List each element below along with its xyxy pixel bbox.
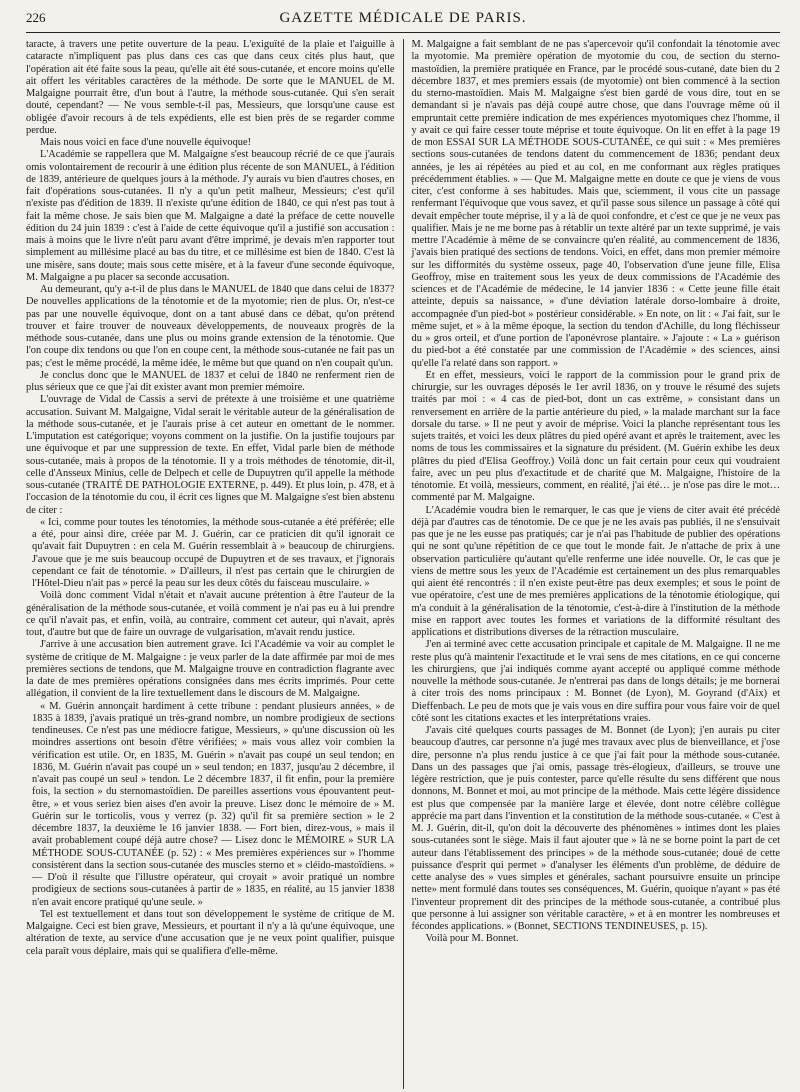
paragraph: L'ouvrage de Vidal de Cassis a servi de prétexte à une troisième et une quatrième accusation. Suivant M. Malgaigne, Vidal serait le véritable auteur de la généralisation de la méthode sous-cutanée, et je l'aurais prise à cet auteur en omettant de le nommer. L'imputation est catégorique; voyons comment on la justifie. On la justifie toujours par une équivoque et par une suppression de texte. En effet, Vidal parle bien de méthode sous-cutanée, mais à propos de la ténotomie. Il y a trois méthodes de ténotomie, dit-il, celle d'Ansseux Minius, celle de Delpech et celle de Dupuytren qu'il appelle la méthode sous-cutanée (TRAITÉ DE PATHOLOGIE EXTERNE, p. 449). Et plus loin, p. 478, et à l'occasion de la ténotomie du cou, il écrit ces lignes que M. Malgaigne s'est bien abstenu de citer : xyxy=(26,394,395,516)
paragraph: Au demeurant, qu'y a-t-il de plus dans le MANUEL de 1840 que dans celui de 1837? De nouvelles applications de la ténotomie et de la myotomie; rien de plus. Or, n'est-ce pas par une nouvelle équivoque, dont on a tant abusé dans ce débat, qu'on prétend trouver et faire trouver de nouveaux développements, de nouveaux progrès de la méthode sous-cutanée, dans une plus ou moins grande extension de la ténotomie. Que l'on coupe dix tendons ou que l'on en coupe cent, la méthode sous-cutanée ne fait pas un pas; c'est le même procédé, la même idée, le même but que quand on n'en coupait qu'un. xyxy=(26,284,395,369)
left-column xyxy=(26,39,403,1089)
paragraph: taracte, à travers une petite ouverture de la peau. L'exiguïté de la plaie et l'aiguille à cataracte n'impliquent pas plus dans ces cas que dans ceux cités plus haut, que l'opération ait été faite sous la peau, qu'elle ait été sous-cutanée, et encore moins qu'elle ait offert les véritables caractères de la méthode. De sorte que le MANUEL de M. Malgaigne pourrait être, d'un bout à l'autre, la méthode sous-cutanée. Qui s'en serait douté, cependant? — Ne vous semble-t-il pas, Messieurs, que lorsqu'une cause est obligée d'avoir recours à de tels expédients, elle est bien près de se regarder comme perdue. xyxy=(26,39,395,136)
paragraph: M. Malgaigne a fait semblant de ne pas s'apercevoir qu'il confondait la ténotomie avec la myotomie. Ma première opération de myotomie du cou, de section du sterno-mastoïdien, la première pratiquée en France, par le procédé sous-cutané, date bien du 2 décembre 1837, et mes premiers essais (de myotomie) ont bien commencé à la section du sterno-mastoïdien. Mais M. Malgaigne s'est bien gardé de vous dire, tout en se demandant si je n'avais pas déjà coupé autre chose, que dans l'ouvrage même où il empruntait cette première indication de mes expériences myotomiques chez l'homme, il y avait ce qui faire cesser toute méprise et toute équivoque. On lit en effet à la page 19 de mon ESSAI SUR LA MÉTHODE SOUS-CUTANÉE, ce qui suit : « Mes premières sections sous-cutanées de tendons datent du commencement de 1836; pendant deux années, je les ai répétées au pied et au col, en me conformant aux règles pratiques précédemment établies. » — Que M. Malgaigne mette en doute ce que je viens de vous citer, c'est conforme à ses habitudes. Mais que, sciemment, il vous cite un passage renfermant l'équivoque que vous savez, et qu'il passe sous silence un passage à côté qui devait empêcher toute méprise, il y a là de quoi confondre, et c'est ce que je ne veux pas qualifier. Mais je ne me borne pas à rétablir un texte altéré par un texte supprimé, je vais mettre l'Académie à même de se convaincre qu'en réalité, au commencement de 1836, j'avais bien pratiqué des sections de tendons. Voici, en effet, dans mon premier mémoire sur les difformités du système osseux, page 40, l'observation d'une jeune fille, Elisa Geoffroy, mise en traitement sous les yeux de deux commissions de l'Académie des sciences et de l'Académie de médecine, le 14 janvier 1836 : « Cette jeune fille était atteinte, depuis sa naissance, » d'une déviation latérale dorso-lombaire à droite, accompagnée d'un pied-bot » postérieur considérable. » En note, on lit : « J'ai fait, sur le même sujet, et » à la même époque, la section du tendon d'Achille, du long fléchisseur du » gros orteil, et d'une portion de l'aponévrose plantaire. » J'ajoute : « La » guérison du pied-bot a été constatée par une commission de l'Académie » des sciences, ainsi qu'elle l'a relaté dans son rapport. » xyxy=(411,39,780,369)
paragraph: Voilà donc comment Vidal n'était et n'avait aucune prétention à être l'auteur de la généralisation de la méthode sous-cutanée, et voilà comment je n'ai pas eu à lui prendre ce qu'il n'avait pas, et enfin, voilà, au contraire, comment cet auteur, qui n'avait, après tout, d'autre but que de faire un ouvrage de vulgarisation, m'avait rendu justice. xyxy=(26,590,395,638)
paragraph: « M. Guérin annonçait hardiment à cette tribune : pendant plusieurs années, » de 1835 à 1839, j'avais pratiqué un très-grand nombre, un nombre prodigieux de sections tendineuses. Ce n'est pas une médiocre fatigue, Messieurs, » qu'une discussion où les moindres assertions ont besoin d'être vérifiées; » mais vous allez voir combien la vérification est utile. Or, en 1835, M. Guérin » n'avait pas coupé un seul tendon; en 1836, M. Guérin n'avait pas coupé un » seul tendon; en 1837, jusqu'au 2 décembre, il n'avait pas coupé un seul » tendon. Le 2 décembre 1837, il fit enfin, pour la première fois, la section » du sternomastoïdien. De pareilles assertions vous épouvantent peut-être, » et vous seriez bien aises d'en avoir la preuve. Lisez donc le mémoire de » M. Guérin sur le torticolis, vous y verrez (p. 32) qu'il fit sa première section » le 2 décembre 1837, la deuxième le 16 janvier 1838. — Fort bien, direz-vous, » mais il avait probablement coupé déjà autre chose? — Lisez donc le MÉMOIRE » SUR LA MÉTHODE SOUS-CUTANÉE (p. 52) : « Mes premières expériences sur » l'homme consistèrent dans la section sous-cutanée des muscles sterno et » cléido-mastoïdiens. » — D'où il résulte que l'illustre opérateur, qui croyait » avoir pratiqué un nombre prodigieux de sections sous-cutanées à partir de » 1835, en réalité, au 15 janvier 1838 n'en avait encore pratiqué qu'une seule. » xyxy=(32,700,395,908)
paragraph: L'Académie voudra bien le remarquer, le cas que je viens de citer avait été précédé déjà par d'autres cas de ténotomie. De ce que je ne les avais pas publiés, il ne s'ensuivait pas que je ne les eusse pas pratiqués; car je n'ai pas l'habitude de publier des opérations qui ne sont qu'une répétition de ce que tout le monde fait. Je n'attache de prix à une observation particulière qu'autant qu'elle renferme une idée nouvelle. Or, le cas que je viens de mettre sous les yeux de l'Académie est certainement un des plus remarquables qui aient été rencontrés : il n'en existe peut-être pas deux exemples; et sous le point de vue opératoire, c'est une de mes premières applications de la ténotomie étiologique, qui m'a conduit à la généralisation de la ténotomie, c'est-à-dire à l'institution de la méthode mise en rapport avec toutes les formes et variations de la difformité résultant des applications et distributions diverses de la rétraction musculaire. xyxy=(411,504,780,638)
paragraph: J'en ai terminé avec cette accusation principale et capitale de M. Malgaigne. Il ne me reste plus qu'à maintenir l'exactitude et le vrai sens de mes citations, en ce qui concerne les chirurgiens, que j'ai indiqués comme ayant accepté ou appliqué comme méthode nouvelle la méthode sous-cutanée. Je n'entrerai pas dans de longs détails; je me bornerai à citer trois des noms principaux : M. Bonnet (de Lyon), M. Goyrand (d'Aix) et Dieffenbach. Le peu de mots que je vais vous en dire suffira pour vous faire voir de quel côté sont les citations exactes et les interprétations vraies. xyxy=(411,639,780,724)
paragraph: Et en effet, messieurs, voici le rapport de la commission pour le grand prix de chirurgie, sur les ouvrages déposés le 1er avril 1836, on y trouve le résumé des sujets traités par moi : « 4 cas de pied-bot, dont un cas extrême, » consistant dans un renversement en arrière de la partie antérieure du pied, » la malade marchant sur la face dorsale du tarse. » Il ne peut y avoir de méprise. Voici la planche représentant tous les sujets traités, et voici les deux plâtres du pied opéré avant et après le traitement, avec les noms de tous les commissaires et la signature du président. (M. Guérin exhibe les deux plâtres du pied d'Elisa Geoffroy.) Voilà donc un fait certain pour ceux qui voudraient faire, avec un peu plus d'exactitude et de charité que M. Malgaigne, l'histoire de la ténotomie. Et voilà, messieurs, comment, en réalité, j'ai été… je n'ose pas dire le mot… commenté par M. Malgaigne. xyxy=(411,369,780,504)
paragraph: « Ici, comme pour toutes les ténotomies, la méthode sous-cutanée a été préférée; elle a été, pour ainsi dire, créée par M. J. Guérin, car ce praticien dit qu'il ignorait ce qu'avait fait Dupuytren : en cela M. Guérin ressemblait à » beaucoup de chirurgiens. J'avoue que je me suis beaucoup occupé de Dupuytren et de ses travaux, et j'ignorais cependant ce fait de ténotomie. » D'ailleurs, il n'est pas certain que le chirurgien de l'Hôtel-Dieu n'ait pas » percé la peau sur les deux côtés du faisceau musculaire. » xyxy=(32,516,395,589)
paragraph: Je conclus donc que le MANUEL de 1837 et celui de 1840 ne renferment rien de plus sérieux que ce que j'ai dit exister avant mon premier mémoire. xyxy=(26,369,395,393)
text-columns xyxy=(26,39,780,1089)
right-column xyxy=(403,39,781,1089)
journal-title: GAZETTE MÉDICALE DE PARIS. xyxy=(279,10,527,26)
paragraph: J'avais cité quelques courts passages de M. Bonnet (de Lyon); j'en aurais pu citer beaucoup d'autres, car personne n'a jugé mes travaux avec plus de bienveillance, et j'ose dire, personne n'a plus rendu justice à ce que j'ai fait pour la méthode sous-cutanée. Dans un des passages que j'ai omis, passage très-élogieux, d'ailleurs, se trouve une légère restriction, que je puis contester, parce qu'elle résulte du sens différent que nous donnons, M. Bonnet et moi, au mot principe de la méthode. Mais cette légère dissidence est plus que compensée par la manière large et élevée, dont notre célèbre collègue apprécie ma part dans l'invention et la constitution de la méthode sous-cutanée. « C'est à M. J. Guérin, dit-il, qu'on doit la découverte des phénomènes » intimes dont les plaies sous-cutanées sont le siège. Mais il faut ajouter que » là ne se borne point la part de cet auteur dans l'établissement des principes » de la méthode sous-cutanée; doué de cette puissance d'esprit qui permet » d'analyser les éléments d'un problème, de déduire de cette analyse des » vues simples et générales, sachant poursuivre ensuite un principe nette» ment formulé dans toutes ses conséquences, M. Guérin, quoique n'ayant » pas été l'inventeur proprement dit des principes de la méthode sous-cutanée, a contribué plus que personne à lui assigner son véritable caractère, » et à en montrer les nombreuses et fécondes applications. » (Bonnet, SECTIONS TENDINEUSES, p. 15). xyxy=(411,725,780,932)
page-number: 226 xyxy=(26,10,46,25)
paragraph: J'arrive à une accusation bien autrement grave. Ici l'Académie va voir au complet le système de critique de M. Malgaigne : je veux parler de la date affirmée par moi de mes premières sections de tendons, que M. Malgaigne trouve en contradiction flagrante avec la date de mes premières opérations consignées dans mes écrits imprimés. Pour cette allégation, il convient de la lire textuellement dans le discours de M. Malgaigne. xyxy=(26,639,395,700)
paragraph: Voilà pour M. Bonnet. xyxy=(425,933,519,945)
paragraph: Mais nous voici en face d'une nouvelle équivoque! xyxy=(40,137,252,148)
paragraph: Tel est textuellement et dans tout son développement le système de critique de M. Malgaigne. Ceci est bien grave, Messieurs, et pourtant il n'y a là qu'une équivoque, une altération de texte, au service d'une accusation que je ne veux point qualifier, puisque cela paraît vous déplaire, mais qui se qualifiera d'elle-même. xyxy=(26,908,395,957)
page-header xyxy=(26,10,780,33)
paragraph: L'Académie se rappellera que M. Malgaigne s'est beaucoup récrié de ce que j'aurais omis volontairement de recourir à une édition plus récente de son MANUEL, à l'édition de 1839, antérieure de quelques jours à la méthode. J'y aurais vu bien d'autres choses, en fait d'opérations sous-cutanées. Il n'y a qu'un petit malheur, Messieurs; c'est qu'il n'existe pas d'édition de 1839. Il n'existe qu'une édition de 1840, ce qui n'est pas tout à fait la même chose. Je sais bien que M. Malgaigne a daté la préface de cette nouvelle édition du 24 juin 1839 : c'est à l'aide de cette équivoque qu'il a justifié son accusation : mais à moins que le livre n'eût paru avant d'être imprimé, je devais m'en rapporter tout simplement au millésime placé au bas du titre, et ce millésime est bien de 1840. C'est là une misère, sans doute; mais sous cette misère, et à la faveur d'une seconde équivoque, M. Malgaigne a pu placer sa seconde accusation. xyxy=(26,149,395,283)
